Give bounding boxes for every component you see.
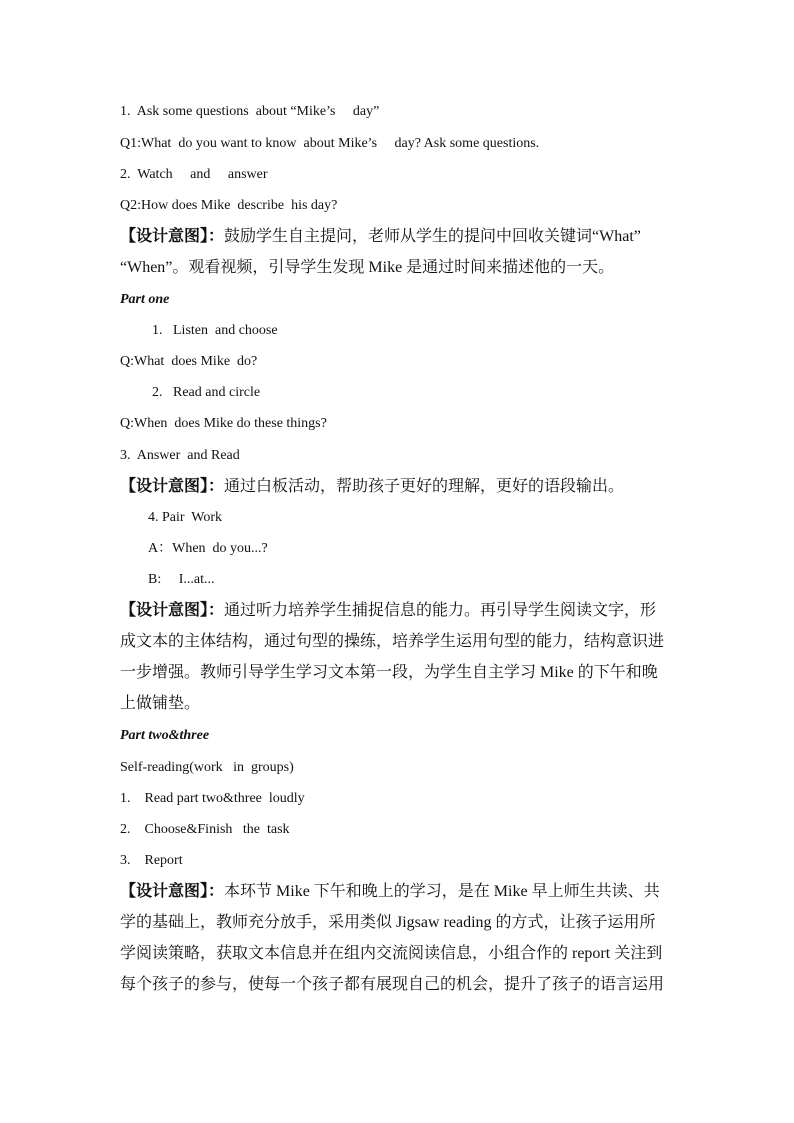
design-intent-label: 【设计意图】：	[120, 883, 225, 900]
step-read-circle: 2. Read and circle	[152, 385, 261, 400]
step-answer-read: 3. Answer and Read	[120, 448, 240, 463]
heading-part-one: Part one	[120, 292, 170, 307]
step-watch-answer: 2. Watch and answer	[120, 167, 268, 182]
question-what-does-mike-do: Q:What does Mike do?	[120, 354, 258, 369]
design-intent-1-line-2: “When”。观看视频，引导学生发现 Mike 是通过时间来描述他的一天。	[120, 259, 615, 276]
question-2: Q2:How does Mike describe his day?	[120, 198, 338, 213]
design-intent-label: 【设计意图】：	[120, 478, 225, 495]
step-report: 3. Report	[120, 853, 183, 868]
design-intent-4-line-2: 学的基础上，教师充分放手，采用类似 Jigsaw reading 的方式，让孩子运用所	[120, 914, 656, 931]
design-intent-4-line-1: 【设计意图】：本环节 Mike 下午和晚上的学习，是在 Mike 早上师生共读、共	[120, 883, 660, 900]
step-pair-work: 4. Pair Work	[148, 510, 223, 525]
design-intent-3-line-1: 【设计意图】：通过听力培养学生捕捉信息的能力。再引导学生阅读文字，形	[120, 602, 657, 619]
heading-part-two-three: Part two&three	[120, 728, 210, 743]
design-intent-3-line-3: 一步增强。教师引导学生学习文本第一段，为学生自主学习 Mike 的下午和晚	[120, 664, 658, 681]
design-intent-4-line-3: 学阅读策略，获取文本信息并在组内交流阅读信息，小组合作的 report 关注到	[120, 945, 663, 962]
design-intent-3-line-4: 上做铺垫。	[120, 695, 201, 712]
design-intent-2: 【设计意图】：通过白板活动，帮助孩子更好的理解，更好的语段输出。	[120, 478, 625, 495]
step-ask-questions: 1. Ask some questions about “Mike’s day”	[120, 104, 380, 119]
step-listen-choose: 1. Listen and choose	[152, 323, 278, 338]
dialogue-b: B: I...at...	[148, 572, 215, 587]
dialogue-a: A：When do you...?	[148, 541, 268, 556]
question-1: Q1:What do you want to know about Mike’s day? Ask some questions.	[120, 136, 540, 151]
step-choose-finish: 2. Choose&Finish the task	[120, 822, 290, 837]
question-when-does-mike: Q:When does Mike do these things?	[120, 416, 327, 431]
design-intent-4-line-4: 每个孩子的参与，使每一个孩子都有展现自己的机会，提升了孩子的语言运用	[120, 976, 665, 993]
step-read-loudly: 1. Read part two&three loudly	[120, 791, 305, 806]
self-reading: Self-reading(work in groups)	[120, 760, 294, 775]
design-intent-label: 【设计意图】：	[120, 602, 225, 619]
design-intent-3-line-2: 成文本的主体结构，通过句型的操练，培养学生运用句型的能力，结构意识进	[120, 633, 665, 650]
design-intent-label: 【设计意图】：	[120, 228, 225, 245]
design-intent-1-line-1: 【设计意图】：鼓励学生自主提问，老师从学生的提问中回收关键词“What”	[120, 228, 641, 245]
